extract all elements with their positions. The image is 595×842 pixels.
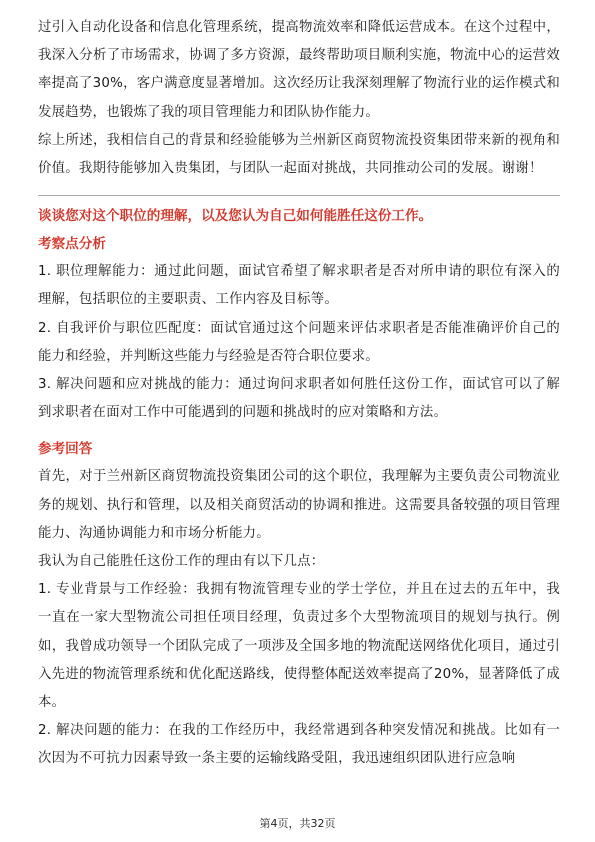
answer-paragraph: 首先，对于兰州新区商贸物流投资集团公司的这个职位，我理解为主要负责公司物流业务的规划、执行和管理，以及相关商贸活动的协调和推进。这需要具备较强的项目管理能力、沟通协调能力和市场分析能力。 [38, 469, 560, 541]
analysis-heading: 考察点分析 [38, 236, 106, 253]
interview-question: 谈谈您对这个职位的理解，以及您认为自己如何能胜任这份工作。 [38, 208, 433, 225]
page-number: 第4页，共32页 [259, 817, 336, 830]
section-divider [38, 195, 560, 196]
document-page [38, 14, 560, 774]
conclusion-paragraph: 综上所述，我相信自己的背景和经验能够为兰州新区商贸物流投资集团带来新的视角和价值。我期待能够加入贵集团，与团队一起面对挑战，共同推动公司的发展。谢谢！ [38, 132, 560, 177]
answer-heading: 参考回答 [38, 441, 93, 458]
answer-paragraph: 我认为自己能胜任这份工作的理由有以下几点： [38, 554, 325, 570]
answer-paragraph: 1. 专业背景与工作经验：我拥有物流管理专业的学士学位，并且在过去的五年中，我一直在一家大型物流公司担任项目经理，负责过多个大型物流项目的规划与执行。例如，我曾成功领导一个团队完成了一项涉及全国多地的物流配送网络优化项目，通过引入先进的物流管理系统和优化配送路线，使得整体配送效率提高了20%，显著降低了成本。 [38, 582, 560, 711]
analysis-item: 2. 自我评价与职位匹配度：面试官通过这个问题来评估求职者是否能准确评价自己的能力和经验，并判断这些能力与经验是否符合职位要求。 [38, 320, 560, 364]
intro-paragraph: 过引入自动化设备和信息化管理系统，提高物流效率和降低运营成本。在这个过程中，我深入分析了市场需求，协调了多方资源，最终帮助项目顺利实施，物流中心的运营效率提高了30%，客户满意度显著增加。这次经历让我深刻理解了物流行业的运作模式和发展趋势，也锻炼了我的项目管理能力和团队协作能力。 [38, 20, 560, 120]
analysis-item: 1. 职位理解能力：通过此问题，面试官希望了解求职者是否对所申请的职位有深入的理解，包括职位的主要职责、工作内容及目标等。 [38, 264, 560, 308]
answer-paragraph: 2. 解决问题的能力：在我的工作经历中，我经常遇到各种突发情况和挑战。比如有一次因为不可抗力因素导致一条主要的运输线路受阻，我迅速组织团队进行应急响 [38, 723, 560, 767]
analysis-item: 3. 解决问题和应对挑战的能力：通过询问求职者如何胜任这份工作，面试官可以了解到求职者在面对工作中可能遇到的问题和挑战时的应对策略和方法。 [38, 377, 560, 421]
